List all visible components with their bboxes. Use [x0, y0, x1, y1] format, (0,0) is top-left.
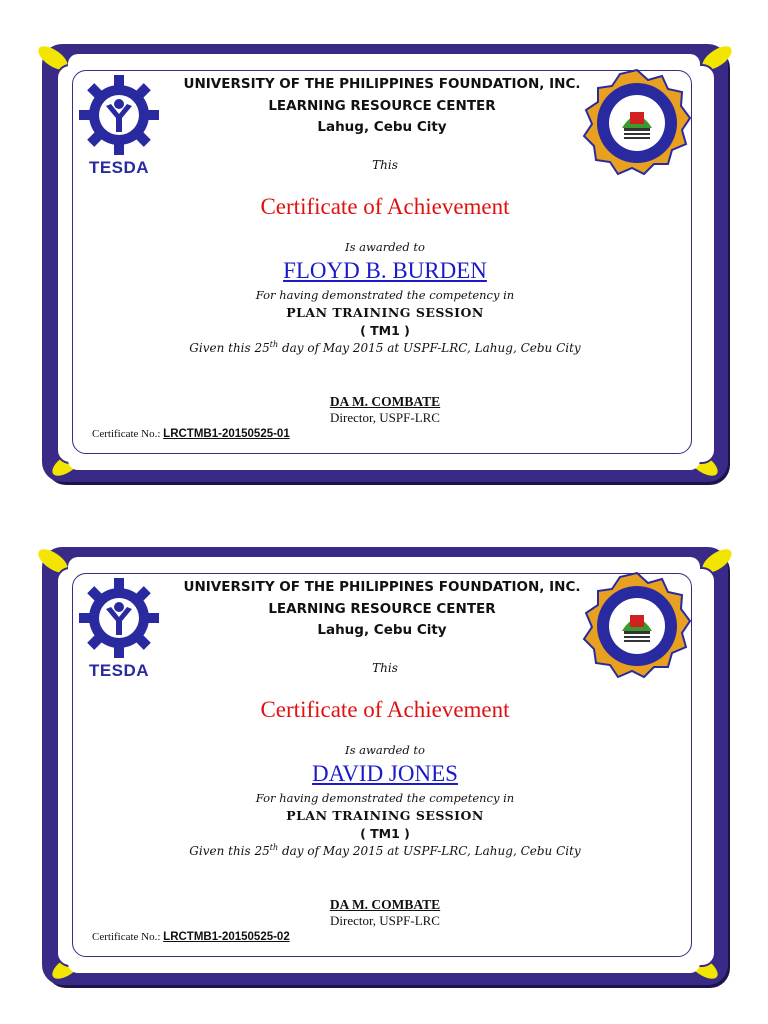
given-sup: th	[269, 340, 279, 349]
center-name: LEARNING RESOURCE CENTER	[268, 601, 496, 617]
this-label: This	[372, 158, 398, 172]
certificate-number	[92, 428, 290, 440]
session-code: ( TM1 )	[360, 323, 410, 338]
cert-no-label: Certificate No.:	[92, 428, 164, 440]
tesda-label: TESDA	[88, 661, 150, 680]
certificate-1	[42, 44, 728, 482]
signer-name: DA M. COMBATE	[329, 897, 441, 912]
given-date-line	[42, 843, 728, 858]
demonstrated-label: For having demonstrated the competency in	[255, 288, 515, 302]
organization-name: UNIVERSITY OF THE PHILIPPINES FOUNDATION, INC.	[183, 76, 581, 92]
certificate-title: Certificate of Achievement	[260, 697, 510, 722]
signer-title: Director, USPF-LRC	[330, 913, 440, 928]
certificate-2	[42, 547, 728, 985]
awarded-label: Is awarded to	[345, 743, 425, 757]
given-suffix: day of May 2015 at USPF-LRC, Lahug, Cebu City	[278, 341, 581, 355]
cert-no-value: LRCTMB1-20150525-02	[163, 931, 290, 943]
signer-title: Director, USPF-LRC	[330, 410, 440, 425]
certificate-number	[92, 931, 290, 943]
location: Lahug, Cebu City	[317, 119, 447, 135]
cert-no-label: Certificate No.:	[92, 931, 164, 943]
given-prefix: Given this 25	[189, 341, 270, 355]
center-name: LEARNING RESOURCE CENTER	[268, 98, 496, 114]
recipient-name: FLOYD B. BURDEN	[283, 258, 487, 283]
cert-no-value: LRCTMB1-20150525-01	[163, 428, 290, 440]
given-sup: th	[269, 843, 279, 852]
location: Lahug, Cebu City	[317, 622, 447, 638]
tesda-label: TESDA	[88, 158, 150, 177]
given-date-line	[42, 340, 728, 355]
certificate-title: Certificate of Achievement	[260, 194, 510, 219]
recipient-name: DAVID JONES	[312, 761, 458, 786]
session-code: ( TM1 )	[360, 826, 410, 841]
certificate-content	[42, 547, 728, 985]
this-label: This	[372, 661, 398, 675]
certificate-content	[42, 44, 728, 482]
given-prefix: Given this 25	[189, 844, 270, 858]
organization-name: UNIVERSITY OF THE PHILIPPINES FOUNDATION, INC.	[183, 579, 581, 595]
session-name: PLAN TRAINING SESSION	[286, 305, 484, 320]
given-suffix: day of May 2015 at USPF-LRC, Lahug, Cebu City	[278, 844, 581, 858]
signer-name: DA M. COMBATE	[329, 394, 441, 409]
session-name: PLAN TRAINING SESSION	[286, 808, 484, 823]
demonstrated-label: For having demonstrated the competency in	[255, 791, 515, 805]
awarded-label: Is awarded to	[345, 240, 425, 254]
